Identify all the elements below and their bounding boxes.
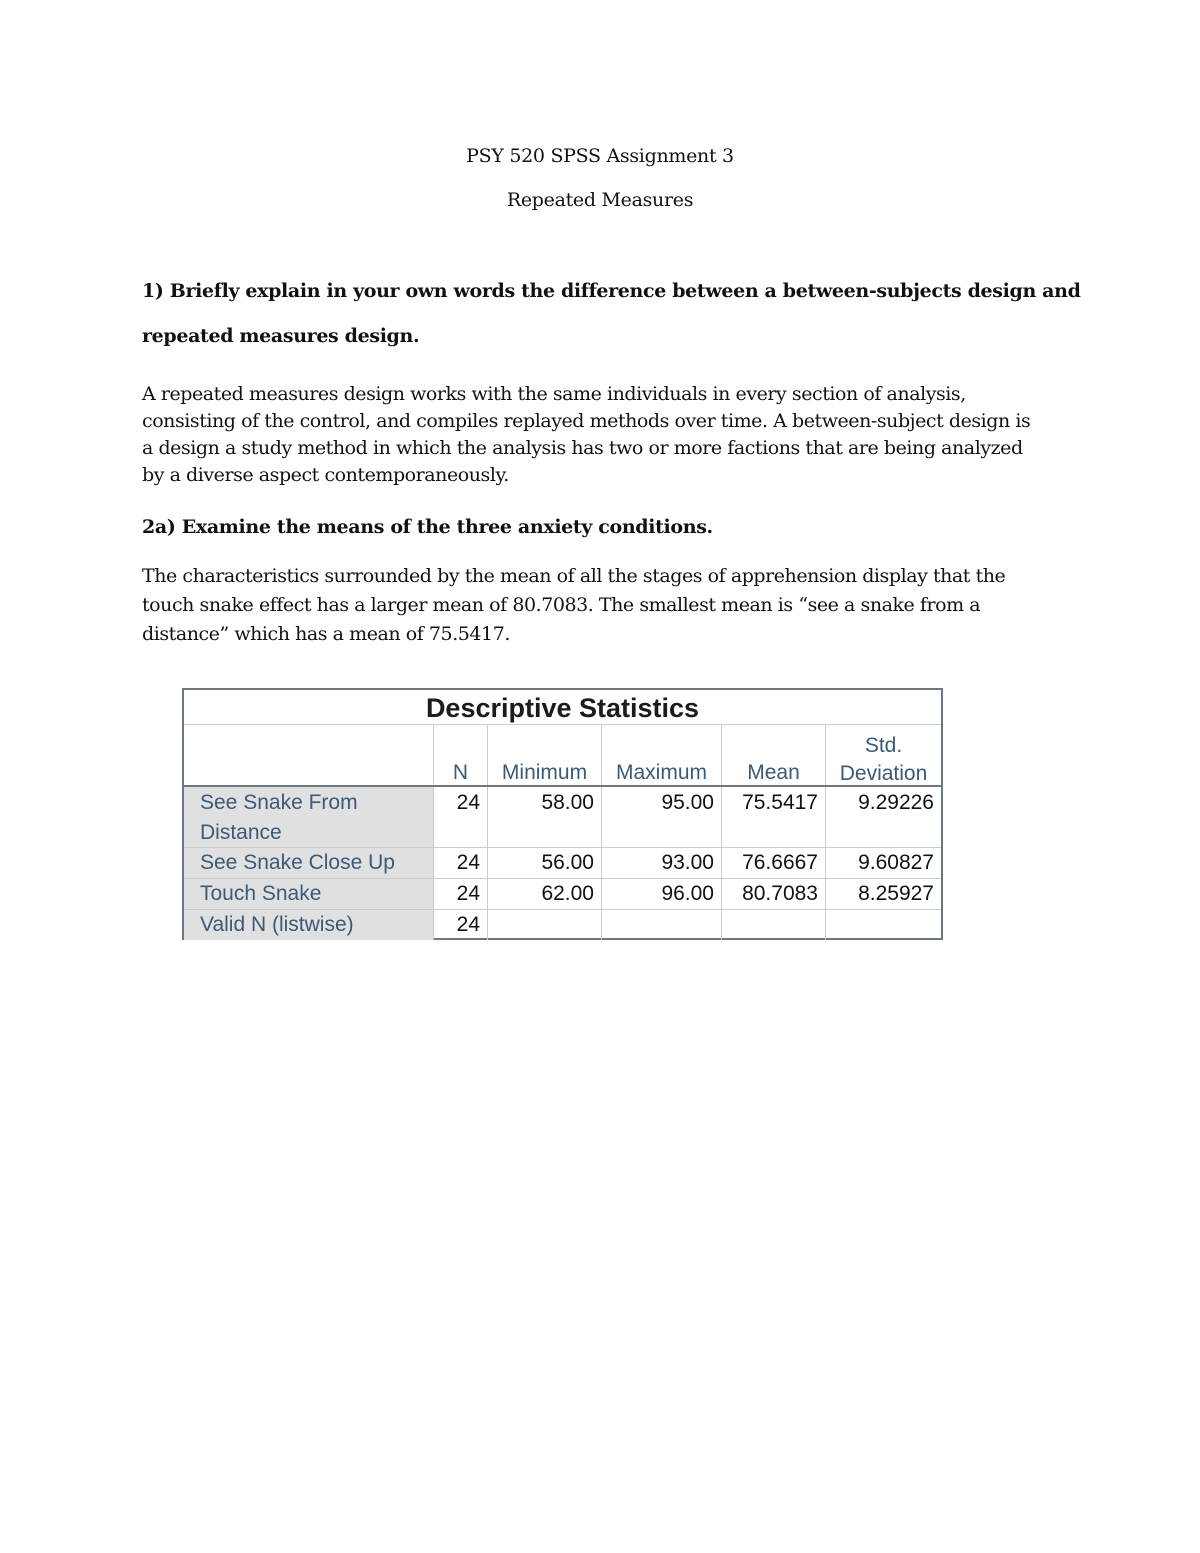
header-std-line-2: Deviation <box>839 762 928 785</box>
answer-line: touch snake effect has a larger mean of 80.7083. The smallest mean is “see a snake from a <box>142 594 981 616</box>
answer-line: by a diverse aspect contemporaneously. <box>142 464 509 486</box>
document-subtitle: Repeated Measures <box>506 189 694 211</box>
table-title: Descriptive Statistics <box>184 690 941 725</box>
question-1-answer <box>142 381 1062 489</box>
header-maximum: Maximum <box>615 761 707 784</box>
row-label-touch-snake: Touch Snake <box>184 879 433 909</box>
cell-mean: 80.7083 <box>742 882 818 905</box>
row-label-see-snake-from-distance <box>184 787 433 847</box>
answer-line: consisting of the control, and compiles replayed methods over time. A between-subject design is <box>142 410 1031 432</box>
cell-maximum: 93.00 <box>661 851 714 874</box>
answer-line: distance” which has a mean of 75.5417. <box>142 623 510 645</box>
cell-n: 24 <box>456 913 480 936</box>
document-title: PSY 520 SPSS Assignment 3 <box>466 145 734 167</box>
question-1-heading-line-1: 1) Briefly explain in your own words the difference between a between-subjects design and <box>142 280 1081 302</box>
header-std-deviation <box>826 732 941 788</box>
answer-line: a design a study method in which the analysis has two or more factions that are being analyzed <box>142 437 1023 459</box>
row-label-see-snake-close-up: See Snake Close Up <box>184 848 433 878</box>
cell-std-deviation: 9.60827 <box>858 851 934 874</box>
row-label-line-2: Distance <box>200 821 282 844</box>
row-label-valid-n-listwise: Valid N (listwise) <box>184 910 433 940</box>
header-n: N <box>452 761 469 784</box>
cell-n: 24 <box>456 882 480 905</box>
header-minimum: Minimum <box>501 761 588 784</box>
cell-mean: 75.5417 <box>742 791 818 814</box>
cell-maximum: 96.00 <box>661 882 714 905</box>
question-2a-heading: 2a) Examine the means of the three anxiety conditions. <box>142 516 713 538</box>
question-2a-answer <box>142 562 1062 649</box>
cell-maximum: 95.00 <box>661 791 714 814</box>
question-1-heading-line-2: repeated measures design. <box>142 325 420 347</box>
header-mean: Mean <box>747 761 800 784</box>
cell-n: 24 <box>456 851 480 874</box>
answer-line: A repeated measures design works with the same individuals in every section of analysis, <box>142 383 966 405</box>
cell-n: 24 <box>456 791 480 814</box>
descriptive-statistics-table <box>182 688 943 940</box>
cell-std-deviation: 8.25927 <box>858 882 934 905</box>
cell-mean: 76.6667 <box>742 851 818 874</box>
answer-line: The characteristics surrounded by the mean of all the stages of apprehension display that the <box>142 565 1006 587</box>
header-std-line-1: Std. <box>864 734 903 757</box>
cell-std-deviation: 9.29226 <box>858 791 934 814</box>
cell-minimum: 58.00 <box>541 791 594 814</box>
cell-minimum: 62.00 <box>541 882 594 905</box>
row-label-line-1: See Snake From <box>200 791 358 814</box>
cell-minimum: 56.00 <box>541 851 594 874</box>
